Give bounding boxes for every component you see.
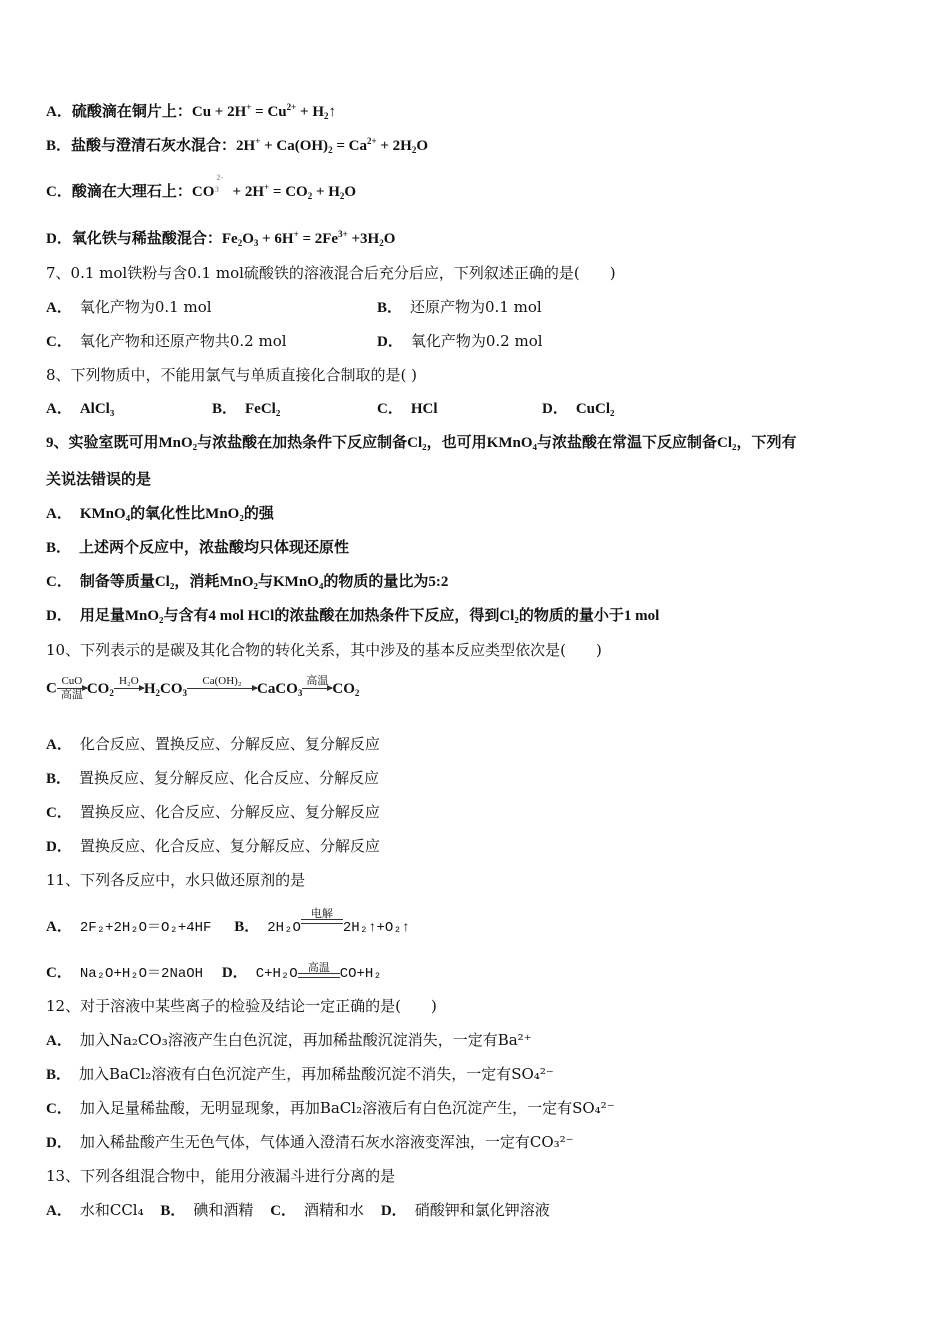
arrow-icon xyxy=(302,688,332,689)
option-label: B． xyxy=(46,771,72,787)
q10-option-b xyxy=(46,768,379,789)
option-text: 上述两个反应中，浓盐酸均只体现还原性 xyxy=(79,540,350,556)
q10-option-a xyxy=(46,734,380,755)
q6-option-b xyxy=(46,136,428,156)
q9-stem-line2: 关说法错误的是 xyxy=(46,472,152,488)
option-label: B． xyxy=(234,919,260,935)
arrow-condition-bottom: 高温 xyxy=(60,689,83,701)
arrow-condition-top: H₂O xyxy=(118,675,139,687)
option-text: 加入BaCl₂溶液有白色沉淀产生，再加稀盐酸沉淀不消失，一定有SO₄²⁻ xyxy=(79,1065,554,1083)
q9-option-b xyxy=(46,538,349,558)
option-label: D． xyxy=(542,401,568,417)
q6-option-a xyxy=(46,102,336,122)
option-label: A． xyxy=(46,1203,72,1219)
arrow-icon xyxy=(114,688,144,689)
option-label: A． xyxy=(46,919,72,935)
species-h2co3: $H_2CO_3$ xyxy=(143,680,188,698)
q7-row1 xyxy=(46,297,906,318)
option-text: 硝酸钾和氯化钾溶液 xyxy=(414,1201,550,1219)
option-text: 氧化产物为0.2 mol xyxy=(410,332,543,350)
option-label: D． xyxy=(377,334,403,350)
condition-label: 电解 xyxy=(310,907,333,920)
option-label: B． xyxy=(377,300,403,316)
q7-option-c xyxy=(46,332,287,350)
species-co2: $CO_2$ xyxy=(332,680,360,698)
arrow-icon xyxy=(187,688,257,689)
option-text: 置换反应、化合反应、复分解反应、分解反应 xyxy=(79,837,380,855)
q12-stem: 12、对于溶液中某些离子的检验及结论一定正确的是( ) xyxy=(46,997,437,1015)
option-text: Na₂O+H₂O＝2NaOH xyxy=(79,966,204,982)
q11-option-d xyxy=(222,963,382,981)
q9-option-c xyxy=(46,572,448,592)
option-text: 酒精和水 xyxy=(304,1201,365,1219)
option-text: 酸滴在大理石上： xyxy=(71,184,192,200)
option-label: B． xyxy=(46,138,72,154)
reaction-arrow xyxy=(302,676,332,689)
option-label: B． xyxy=(212,401,238,417)
option-text: CuCl₂ xyxy=(575,401,615,417)
equation-left: C+H₂O xyxy=(255,966,298,982)
q12-option-c xyxy=(46,1098,615,1119)
option-label: A． xyxy=(46,300,72,316)
q9-option-a xyxy=(46,504,274,524)
q7-stem: 7、0.1 mol铁粉与含0.1 mol硫酸铁的溶液混合后充分后应，下列叙述正确的是( ) xyxy=(46,264,616,282)
q7-row2 xyxy=(46,331,906,352)
equals-condition xyxy=(301,908,343,924)
option-label: C． xyxy=(270,1203,297,1219)
option-text: 用足量MnO₂与含有4 mol HCl的浓盐酸在加热条件下反应，得到Cl₂的物质的量小于1 mol xyxy=(79,608,660,624)
equation-right: CO+H₂ xyxy=(339,966,382,982)
arrow-condition-top: CuO xyxy=(61,675,83,687)
reaction-arrow xyxy=(57,676,87,701)
q8-option-d xyxy=(542,399,615,419)
q12-option-a xyxy=(46,1030,532,1051)
option-text: 加入足量稀盐酸，无明显现象，再加BaCl₂溶液后有白色沉淀产生，一定有SO₄²⁻ xyxy=(79,1099,615,1117)
q8-option-a xyxy=(46,399,114,419)
option-label: A． xyxy=(46,737,72,753)
q13-option-b xyxy=(160,1201,253,1219)
q12-option-b xyxy=(46,1064,554,1085)
q9-option-d xyxy=(46,606,659,626)
option-label: C． xyxy=(46,334,72,350)
q9-stem-line1: 9、实验室既可用MnO₂与浓盐酸在加热条件下反应制备Cl₂，也可用KMnO₄与浓盐酸在常温下反应制备Cl₂，下列有 xyxy=(46,435,797,451)
option-label: A． xyxy=(46,104,72,120)
q12-option-d xyxy=(46,1132,574,1153)
q11-option-a xyxy=(46,917,211,935)
equation-right: 2H₂↑+O₂↑ xyxy=(342,920,411,936)
species-c: C xyxy=(46,680,57,697)
option-text: 氧化产物和还原产物共0.2 mol xyxy=(79,332,287,350)
option-text: 加入稀盐酸产生无色气体，气体通入澄清石灰水溶液变浑浊，一定有CO₃²⁻ xyxy=(79,1133,574,1151)
option-label: D． xyxy=(46,1135,72,1151)
option-text: 氧化铁与稀盐酸混合： xyxy=(71,231,222,247)
q7-option-a xyxy=(46,298,212,316)
option-label: C． xyxy=(46,574,72,590)
arrow-condition-top: 高温 xyxy=(306,675,329,687)
q7-option-b xyxy=(377,297,542,318)
option-text: AlCl₃ xyxy=(79,401,115,417)
option-text: 盐酸与澄清石灰水混合： xyxy=(71,138,237,154)
option-text: 制备等质量Cl₂，消耗MnO₂与KMnO₄的物质的量比为5:2 xyxy=(79,574,449,590)
q13-option-a xyxy=(46,1201,144,1219)
q6-option-d xyxy=(46,229,395,249)
option-label: C． xyxy=(46,184,72,200)
q6-option-c xyxy=(46,173,357,204)
q13-stem: 13、下列各组混合物中，能用分液漏斗进行分离的是 xyxy=(46,1167,396,1185)
option-label: C． xyxy=(377,401,403,417)
q11-row1 xyxy=(46,907,411,938)
q11-option-c xyxy=(46,963,203,981)
species-caco3: CaCO$_3$ xyxy=(257,680,303,698)
q11-stem: 11、下列各反应中，水只做还原剂的是 xyxy=(46,871,306,889)
option-text: 水和CCl₄ xyxy=(79,1201,144,1219)
option-text: 硫酸滴在铜片上： xyxy=(71,104,192,120)
option-label: D． xyxy=(46,231,72,247)
q13-option-d xyxy=(381,1201,550,1219)
arrow-condition-top: Ca(OH)₂ xyxy=(202,675,242,687)
option-text: 氧化产物为0.1 mol xyxy=(79,298,212,316)
option-text: KMnO₄的氧化性比MnO₂的强 xyxy=(79,506,274,522)
option-text: 碘和酒精 xyxy=(193,1201,254,1219)
option-label: D． xyxy=(380,1203,407,1219)
option-label: B． xyxy=(46,1067,72,1083)
option-text: 置换反应、复分解反应、化合反应、分解反应 xyxy=(79,769,380,787)
option-label: C． xyxy=(46,805,72,821)
option-text: 2F₂+2H₂O＝O₂+4HF xyxy=(79,920,212,936)
equals-condition xyxy=(298,962,340,978)
q8-option-b xyxy=(212,399,280,419)
option-text: 化合反应、置换反应、分解反应、复分解反应 xyxy=(79,735,380,753)
q11-option-b xyxy=(234,907,411,936)
q10-option-d xyxy=(46,836,380,857)
q10-reaction-chain xyxy=(46,676,359,706)
species-co2: $CO_2$ xyxy=(86,680,114,698)
formula: $Fe_2O_3 + 6H^+ = 2Fe^{3+} +3H_2O$ xyxy=(221,229,396,248)
option-label: B． xyxy=(160,1203,186,1219)
reaction-arrow xyxy=(114,676,144,689)
option-label: C． xyxy=(46,1101,72,1117)
arrow-icon xyxy=(57,688,87,689)
option-label: A． xyxy=(46,401,72,417)
condition-label: 高温 xyxy=(307,961,330,974)
q8-stem: 8、下列物质中，不能用氯气与单质直接化合制取的是( ) xyxy=(46,366,418,384)
q10-stem: 10、下列表示的是碳及其化合物的转化关系，其中涉及的基本反应类型依次是( ) xyxy=(46,641,602,659)
q7-option-d xyxy=(377,331,543,352)
option-label: D． xyxy=(221,965,248,981)
q10-option-c xyxy=(46,802,380,823)
formula: $2H^+ + Ca(OH)_2 = Ca^{2+} + 2H_2O$ xyxy=(236,136,428,155)
reaction-arrow xyxy=(187,676,257,689)
q11-row2 xyxy=(46,962,382,984)
option-text: FeCl₂ xyxy=(245,401,281,417)
option-label: B． xyxy=(46,540,72,556)
option-label: A． xyxy=(46,506,72,522)
formula: $CO^{2-3} + 2H^+ = CO_2 + H_2O$ xyxy=(191,173,357,201)
option-label: D． xyxy=(46,839,72,855)
option-text: 置换反应、化合反应、分解反应、复分解反应 xyxy=(79,803,380,821)
option-text: HCl xyxy=(410,401,438,417)
option-label: C． xyxy=(46,965,72,981)
formula: $Cu + 2H^+ = Cu^{2+}$ + $H_2↑$ xyxy=(191,102,336,121)
option-text: 加入Na₂CO₃溶液产生白色沉淀，再加稀盐酸沉淀消失，一定有Ba²⁺ xyxy=(79,1031,532,1049)
option-label: A． xyxy=(46,1033,72,1049)
option-text: 还原产物为0.1 mol xyxy=(410,298,542,316)
q13-options xyxy=(46,1200,550,1221)
q8-option-c xyxy=(377,399,438,419)
q13-option-c xyxy=(270,1201,364,1219)
option-label: D． xyxy=(46,608,72,624)
equation-left: 2H₂O xyxy=(267,920,301,936)
